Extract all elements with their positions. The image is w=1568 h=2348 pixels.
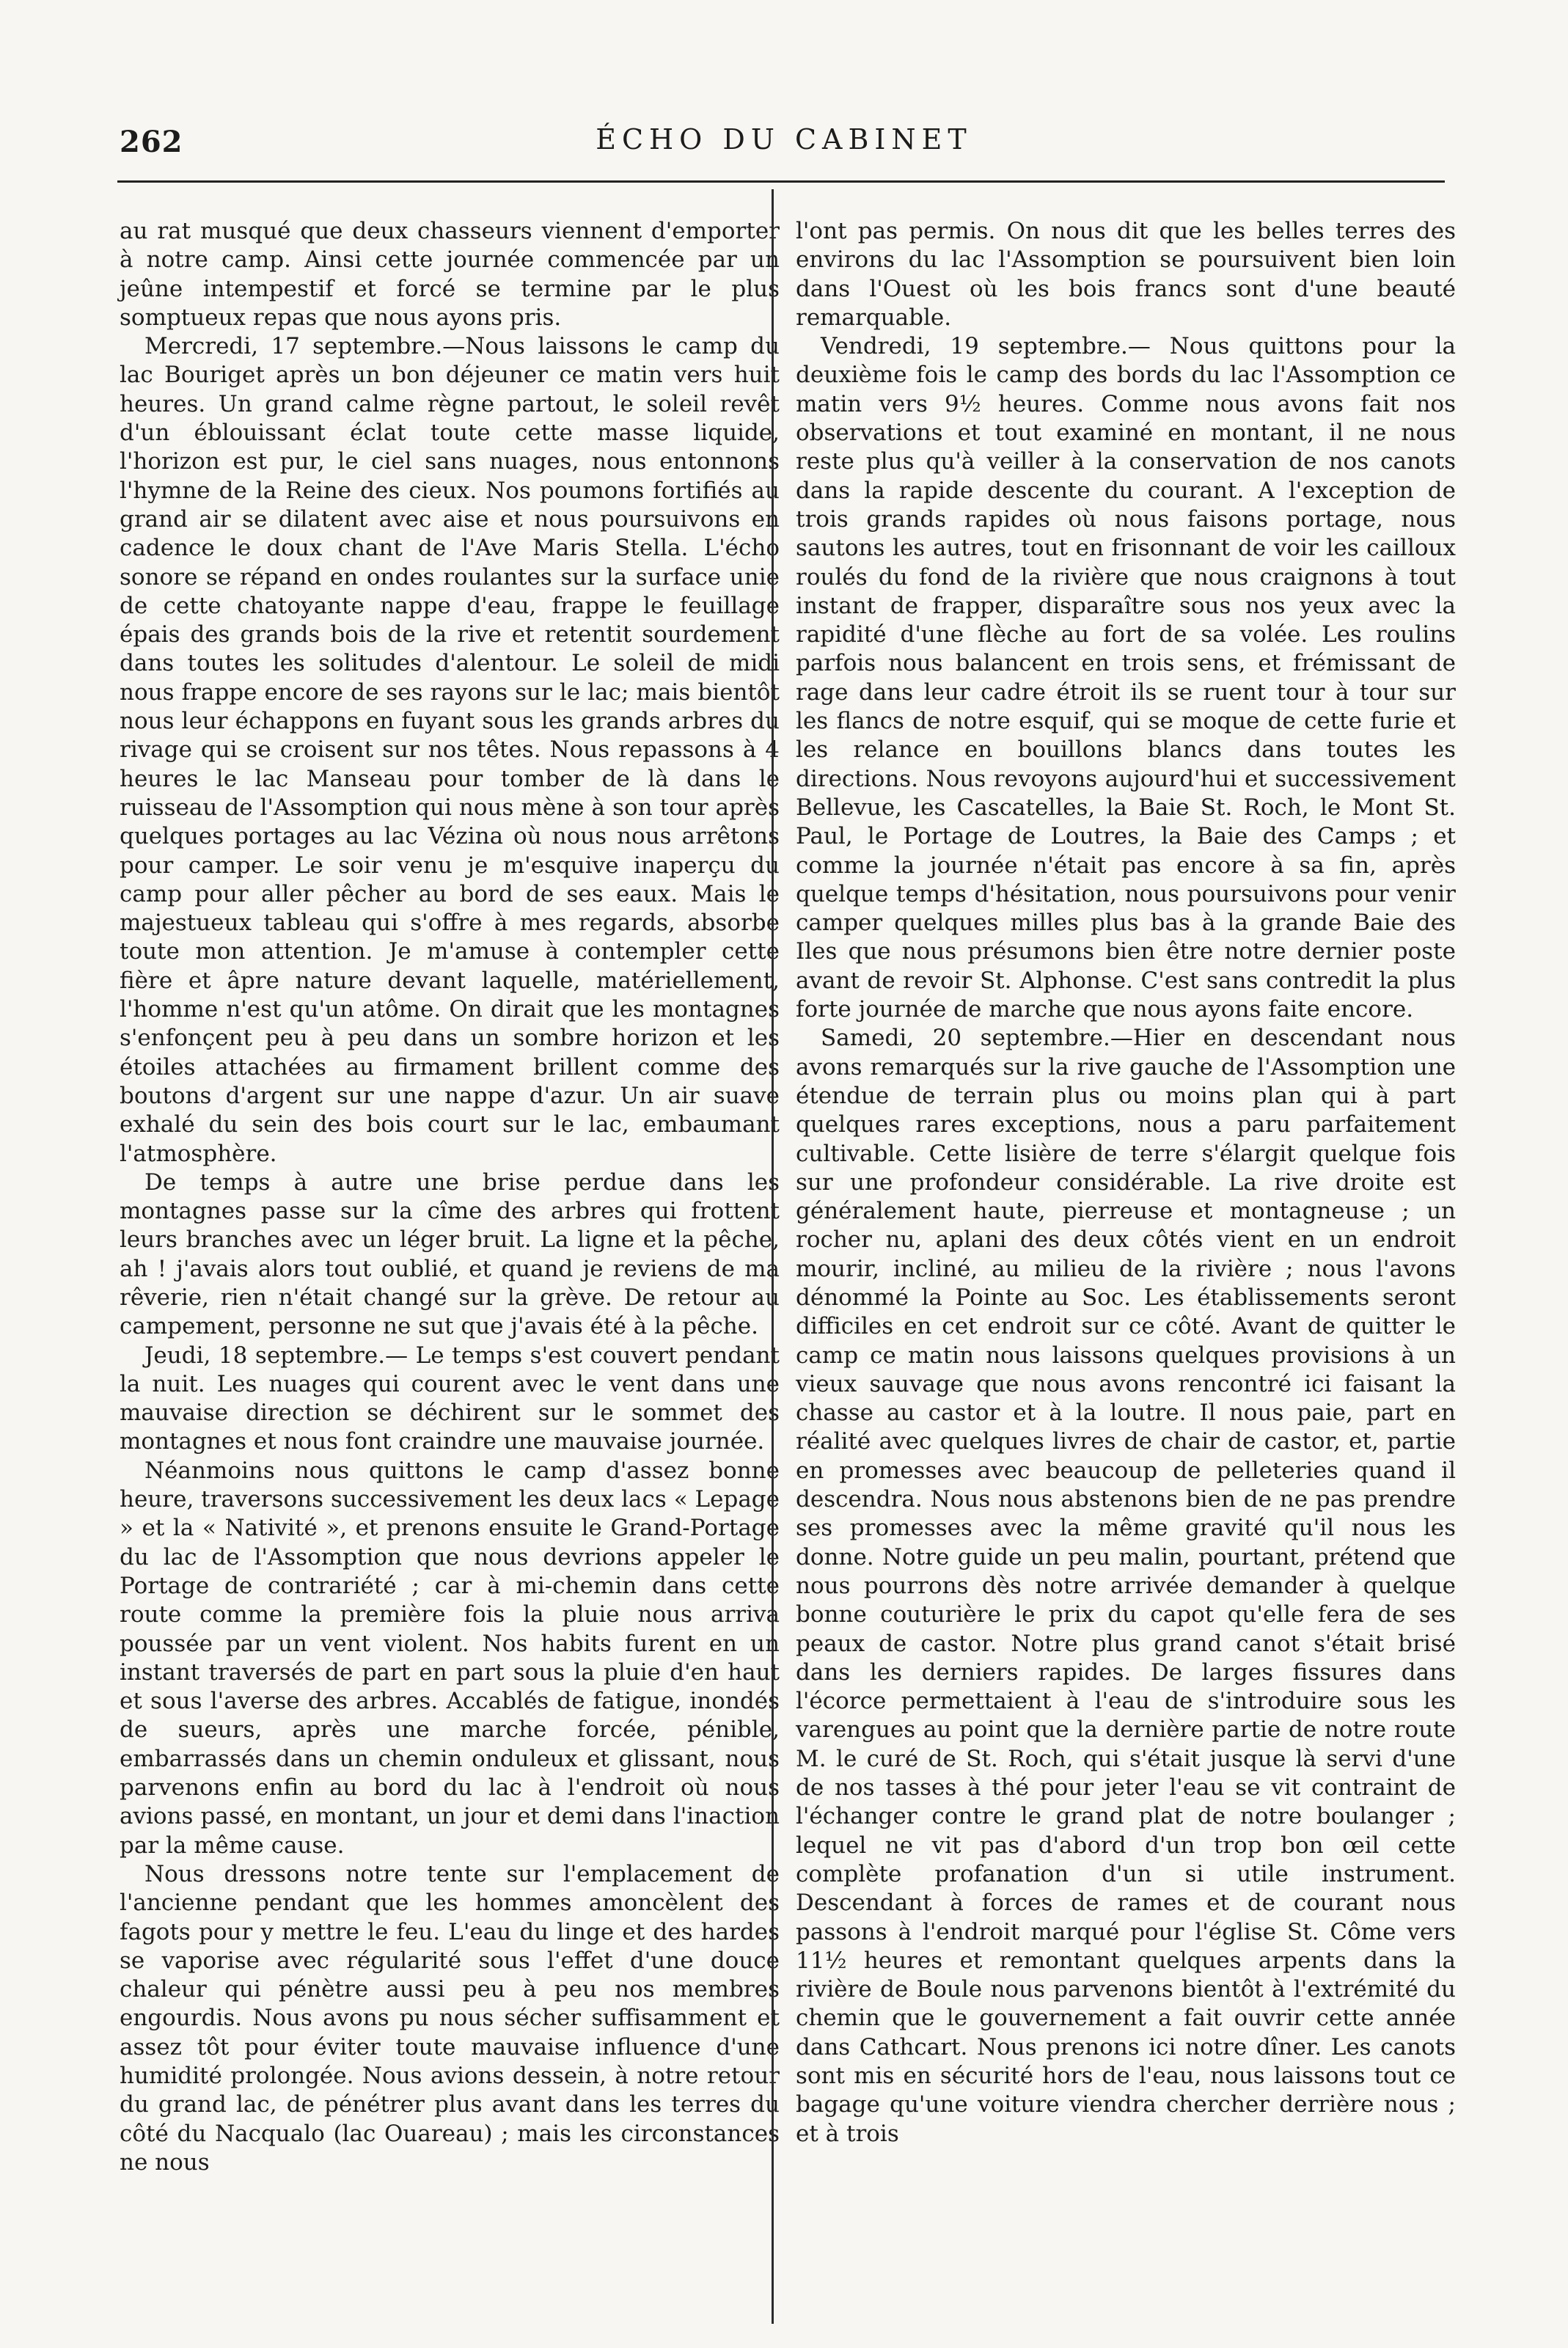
paragraph: Néanmoins nous quittons le camp d'assez bonne heure, traversons successivement les deux lacs « Lepage » et la « Nativité », et prenons ensuite le Grand-Portage du lac de l'Assomption que nous devrions appeler le Portage de contrariété ; car à mi-chemin dans cette route comme la première fois la pluie nous arriva poussée par un vent violent. Nos habits furent en un instant traversés de part en part sous la pluie d'en haut et sous l'averse des arbres. Accablés de fatigue, inondés de sueurs, après une marche forcée, pénible, embarrassés dans un chemin onduleux et glissant, nous parvenons enfin au bord du lac à l'endroit où nous avions passé, en montant, un jour et demi dans l'inaction par la même cause. [120,1457,780,1859]
header-rule [117,180,1445,183]
running-title: ÉCHO DU CABINET [596,123,972,156]
page-number: 262 [120,125,183,159]
paragraph: Jeudi, 18 septembre.— Le temps s'est couvert pendant la nuit. Les nuages qui courent avec le vent dans une mauvaise direction se déchirent sur le sommet des montagnes et nous font craindre une mauvaise journée. [120,1342,780,1455]
left-column [120,217,780,2177]
paragraph: Mercredi, 17 septembre.—Nous laissons le camp du lac Bouriget après un bon déjeuner ce matin vers huit heures. Un grand calme règne partout, le soleil revêt d'un éblouissant éclat toute cette masse liquide, l'horizon est pur, le ciel sans nuages, nous entonnons l'hymne de la Reine des cieux. Nos poumons fortifiés au grand air se dilatent avec aise et nous poursuivons en cadence le doux chant de l'Ave Maris Stella. L'écho sonore se répand en ondes roulantes sur la surface unie de cette chatoyante nappe d'eau, frappe le feuillage épais des grands bois de la rive et retentit sourdement dans toutes les solitudes d'alentour. Le soleil de midi nous frappe encore de ses rayons sur le lac; mais bientôt nous leur échappons en fuyant sous les grands arbres du rivage qui se croisent sur nos têtes. Nous repassons à 4 heures le lac Manseau pour tomber de là dans le ruisseau de l'Assomption qui nous mène à son tour après quelques portages au lac Vézina où nous nous arrêtons pour camper. Le soir venu je m'esquive inaperçu du camp pour aller pêcher au bord de ses eaux. Mais le majestueux tableau qui s'offre à mes regards, absorbe toute mon attention. Je m'amuse à contempler cette fière et âpre nature devant laquelle, matériellement, l'homme n'est qu'un atôme. On dirait que les montagnes s'enfonçent peu à peu dans un sombre horizon et les étoiles attachées au firmament brillent comme des boutons d'argent sur une nappe d'azur. Un air suave exhalé du sein des bois court sur le lac, embaumant l'atmosphère. [120,333,780,1167]
right-column [796,217,1456,2148]
paragraph: Samedi, 20 septembre.—Hier en descendant nous avons remarqués sur la rive gauche de l'Assomption une étendue de terrain plus ou moins plan qui à part quelques rares exceptions, nous a paru parfaitement cultivable. Cette lisière de terre s'élargit quelque fois sur une profondeur considérable. La rive droite est généralement haute, pierreuse et montagneuse ; un rocher nu, aplani des deux côtés vient en un endroit mourir, incliné, au milieu de la rivière ; nous l'avons dénommé la Pointe au Soc. Les établissements seront difficiles en cet endroit sur ce côté. Avant de quitter le camp ce matin nous laissons quelques provisions à un vieux sauvage que nous avons rencontré ici faisant la chasse au castor et à la loutre. Il nous paie, part en réalité avec quelques livres de chair de castor, et, partie en promesses avec beaucoup de pelleteries quand il descendra. Nous nous abstenons bien de ne pas prendre ses promesses avec la même gravité qu'il nous les donne. Notre guide un peu malin, pourtant, prétend que nous pourrons dès notre arrivée demander à quelque bonne couturière le prix du capot qu'elle fera de ses peaux de castor. Notre plus grand canot s'était brisé dans les derniers rapides. De larges fissures dans l'écorce permettaient à l'eau de s'introduire sous les varengues au point que la dernière partie de notre route M. le curé de St. Roch, qui s'était jusque là servi d'une de nos tasses à thé pour jeter l'eau se vit contraint de l'échanger contre le grand plat de notre boulanger ; lequel ne vit pas d'abord d'un trop bon œil cette complète profanation d'un si utile instrument. Descendant à forces de rames et de courant nous passons à l'endroit marqué pour l'église St. Côme vers 11½ heures et remontant quelques arpents dans la rivière de Boule nous parvenons bientôt à l'extrémité du chemin que le gouvernement a fait ouvrir cette année dans Cathcart. Nous prenons ici notre dîner. Les canots sont mis en sécurité hors de l'eau, nous laissons tout ce bagage qu'une voiture viendra chercher derrière nous ; et à trois [796,1025,1456,2147]
paragraph: l'ont pas permis. On nous dit que les belles terres des environs du lac l'Assomption se poursuivent bien loin dans l'Ouest où les bois francs sont d'une beauté remarquable. [796,218,1456,331]
column-divider [772,189,774,2324]
paragraph: De temps à autre une brise perdue dans les montagnes passe sur la cîme des arbres qui frottent leurs branches avec un léger bruit. La ligne et la pêche, ah ! j'avais alors tout oublié, et quand je reviens de ma rêverie, rien n'était changé sur la grève. De retour au campement, personne ne sut que j'avais été à la pêche. [120,1168,780,1340]
paragraph: Vendredi, 19 septembre.— Nous quittons pour la deuxième fois le camp des bords du lac l'Assomption ce matin vers 9½ heures. Comme nous avons fait nos observations et tout examiné en montant, il ne nous reste plus qu'à veiller à la conservation de nos canots dans la rapide descente du courant. A l'exception de trois grands rapides où nous faisons portage, nous sautons les autres, tout en frisonnant de voir les cailloux roulés du fond de la rivière que nous craignons à tout instant de frapper, disparaître sous nos yeux avec la rapidité d'une flèche au fort de sa volée. Les roulins parfois nous balancent en trois sens, et frémissant de rage dans leur cadre étroit ils se ruent tour à tour sur les flancs de notre esquif, qui se moque de cette furie et les relance en bouillons blancs dans toutes les directions. Nous revoyons aujourd'hui et successivement Bellevue, les Cascatelles, la Baie St. Roch, le Mont St. Paul, le Portage de Loutres, la Baie des Camps ; et comme la journée n'était pas encore à sa fin, après quelque temps d'hésitation, nous poursuivons pour venir camper quelques milles plus bas à la grande Baie des Iles que nous présumons bien être notre dernier poste avant de revoir St. Alphonse. C'est sans contredit la plus forte journée de marche que nous ayons faite encore. [796,333,1456,1023]
paragraph: Nous dressons notre tente sur l'emplacement de l'ancienne pendant que les hommes amoncèlent des fagots pour y mettre le feu. L'eau du linge et des hardes se vaporise avec régularité sous l'effet d'une douce chaleur qui pénètre aussi peu à peu nos membres engourdis. Nous avons pu nous sécher suffisamment et assez tôt pour éviter toute mauvaise influence d'une humidité prolongée. Nous avions dessein, à notre retour du grand lac, de pénétrer plus avant dans les terres du côté du Nacqualo (lac Ouareau) ; mais les circonstances ne nous [120,1860,780,2176]
paragraph: au rat musqué que deux chasseurs viennent d'emporter à notre camp. Ainsi cette journée commencée par un jeûne intempestif et forcé se termine par le plus somptueux repas que nous ayons pris. [120,218,780,331]
